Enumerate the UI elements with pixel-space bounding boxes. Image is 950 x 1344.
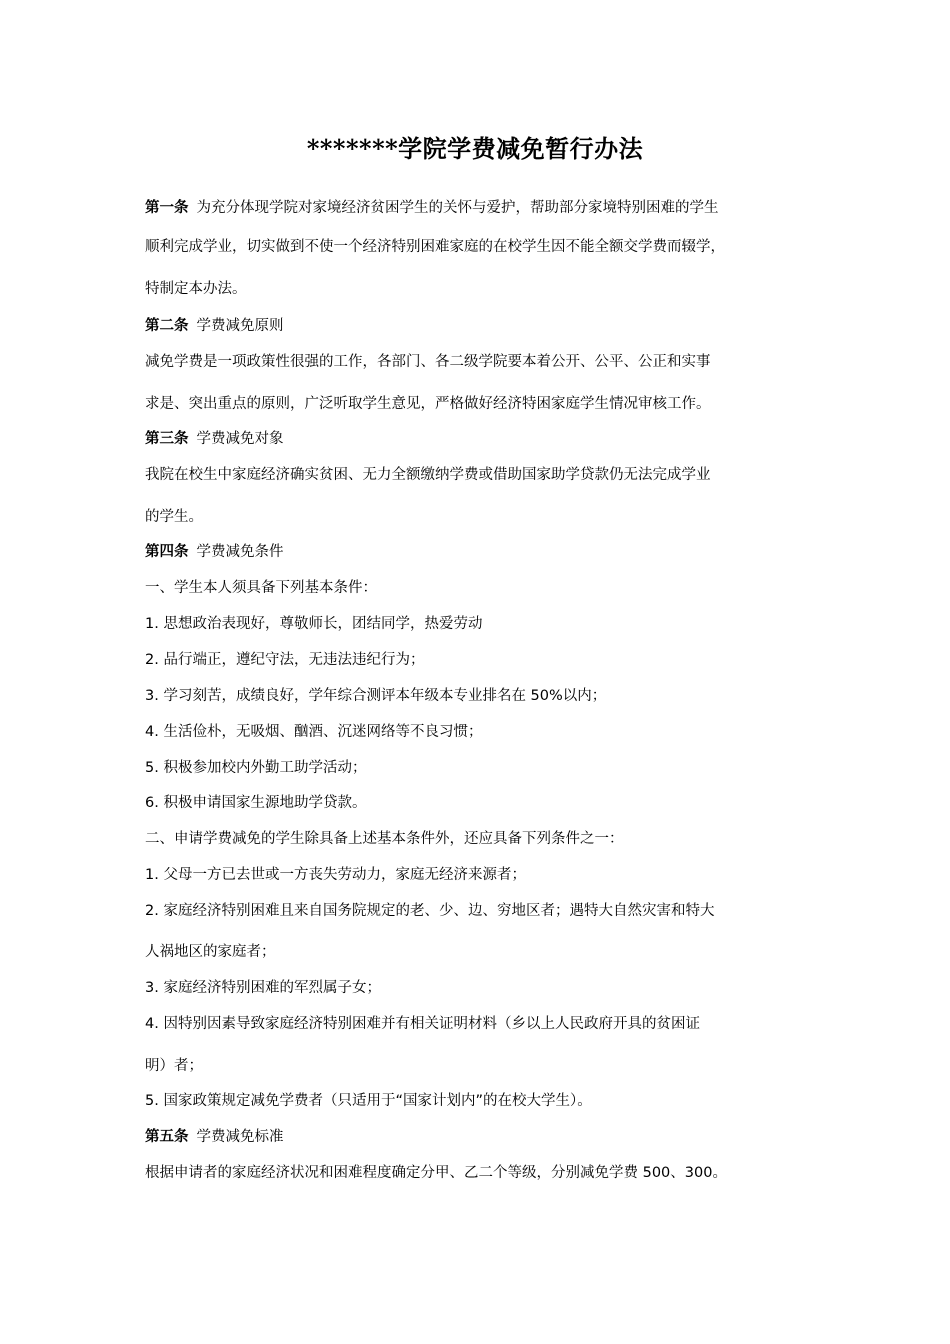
paragraph-line [145,791,825,815]
paragraph-line [145,314,825,338]
article-heading: 第二条 [145,318,189,334]
paragraph-line [145,756,825,780]
line-text: 学费减免条件 [196,544,284,560]
article-heading: 第一条 [145,200,189,216]
line-text: 1. 父母一方已去世或一方丧失劳动力，家庭无经济来源者； [145,867,526,883]
line-text: 5. 积极参加校内外勤工助学活动； [145,760,367,776]
paragraph-line [145,648,825,672]
paragraph-line [145,899,825,923]
paragraph-line [145,576,825,600]
paragraph-line [145,1012,825,1036]
line-text: 的学生。 [145,509,203,525]
line-text: 顺利完成学业，切实做到不使一个经济特别困难家庭的在校学生因不能全额交学费而辍学， [145,239,725,255]
paragraph-line [145,684,825,708]
paragraph-line [145,540,825,564]
paragraph-line [145,235,825,259]
line-text: 2. 家庭经济特别困难且来自国务院规定的老、少、边、穷地区者；遇特大自然灾害和特大 [145,903,715,919]
line-text: 特制定本办法。 [145,281,247,297]
line-text: 学费减免对象 [196,431,284,447]
paragraph-line [145,1161,825,1185]
paragraph-line [145,1054,825,1078]
paragraph-line [145,350,825,374]
paragraph-line [145,277,825,301]
line-text: 根据申请者的家庭经济状况和困难程度确定分甲、乙二个等级，分别减免学费 500、300。 [145,1165,727,1181]
line-text: 减免学费是一项政策性很强的工作，各部门、各二级学院要本着公开、公平、公正和实事 [145,354,711,370]
line-text: 学费减免原则 [196,318,284,334]
paragraph-line [145,463,825,487]
article-heading: 第三条 [145,431,189,447]
paragraph-line [145,612,825,636]
article-heading: 第四条 [145,544,189,560]
line-text: 明）者； [145,1058,203,1074]
line-text: 4. 生活俭朴，无吸烟、酗酒、沉迷网络等不良习惯； [145,724,483,740]
line-text: 我院在校生中家庭经济确实贫困、无力全额缴纳学费或借助国家助学贷款仍无法完成学业 [145,467,711,483]
paragraph-line [145,863,825,887]
line-text: 人祸地区的家庭者； [145,944,276,960]
line-text: 学费减免标准 [196,1129,284,1145]
document-title: *******学院学费减免暂行办法 [306,134,644,163]
line-text: 求是、突出重点的原则，广泛听取学生意见，严格做好经济特困家庭学生情况审核工作。 [145,396,711,412]
paragraph-line [145,427,825,451]
paragraph-line [145,976,825,1000]
paragraph-line [145,196,825,220]
paragraph-line [145,940,825,964]
article-heading: 第五条 [145,1129,189,1145]
line-text: 3. 学习刻苦，成绩良好，学年综合测评本年级本专业排名在 50%以内； [145,688,607,704]
paragraph-line [145,392,825,416]
paragraph-line [145,827,825,851]
line-text: 一、学生本人须具备下列基本条件： [145,580,377,596]
line-text: 为充分体现学院对家境经济贫困学生的关怀与爱护，帮助部分家境特别困难的学生 [196,200,719,216]
line-text: 2. 品行端正，遵纪守法，无违法违纪行为； [145,652,425,668]
line-text: 3. 家庭经济特别困难的军烈属子女； [145,980,381,996]
line-text: 5. 国家政策规定减免学费者（只适用于“国家计划内”的在校大学生）。 [145,1093,592,1109]
line-text: 6. 积极申请国家生源地助学贷款。 [145,795,367,811]
paragraph-line [145,720,825,744]
line-text: 1. 思想政治表现好，尊敬师长，团结同学，热爱劳动 [145,616,483,632]
paragraph-line [145,1125,825,1149]
line-text: 二、申请学费减免的学生除具备上述基本条件外，还应具备下列条件之一： [145,831,624,847]
paragraph-line [145,1089,825,1113]
line-text: 4. 因特别因素导致家庭经济特别困难并有相关证明材料（乡以上人民政府开具的贫困证 [145,1016,700,1032]
paragraph-line [145,505,825,529]
